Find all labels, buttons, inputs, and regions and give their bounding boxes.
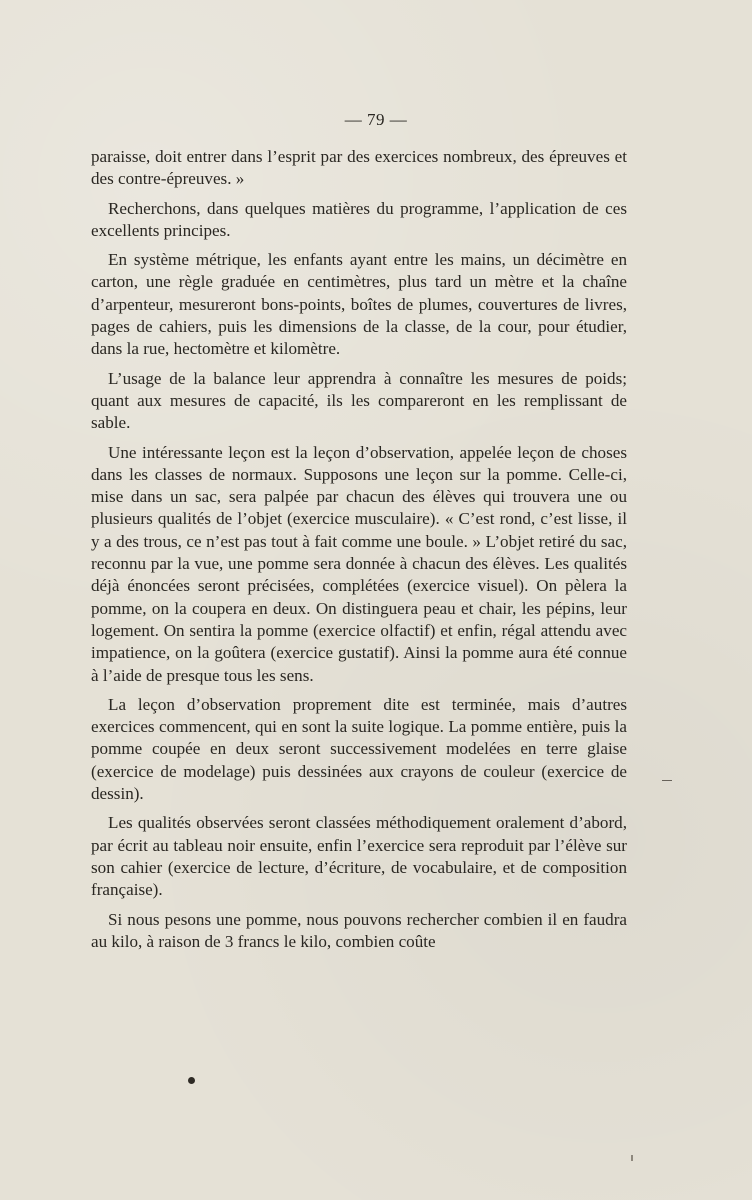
- paper-mark: [631, 1155, 633, 1161]
- paragraph-6: La leçon d’observation proprement dite est terminée, mais d’autres exercices commencent, qui en sont la suite logique. La pomme entière, puis la pomme coupée en deux seront successivement modelées en terre glaise (exercice de modelage) puis dessinées aux crayons de couleur (exercice de dessin).: [91, 694, 627, 804]
- page-number: — 79 —: [344, 110, 408, 129]
- paragraph-5: Une intéressante leçon est la leçon d’observation, appelée leçon de choses dans les classes de normaux. Supposons une leçon sur la pomme. Celle-ci, mise dans un sac, sera palpée par chacun des élèves qui trouvera une ou plusieurs qualités de l’objet (exercice musculaire). « C’est rond, c’est lisse, il y a des trous, ce n’est pas tout à fait comme une boule. » L’objet retiré du sac, reconnu par la vue, une pomme sera donnée à chacun des élèves. Les qualités déjà énoncées seront précisées, complétées (exercice visuel). On pèlera la pomme, on la coupera en deux. On distinguera peau et chair, les pépins, leur logement. On sentira la pomme (exercice olfactif) et enfin, régal attendu avec impatience, on la goûtera (exercice gustatif). Ainsi la pomme aura été connue à l’aide de presque tous les sens.: [91, 442, 627, 685]
- paragraph-7: Les qualités observées seront classées méthodiquement oralement d’abord, par écrit au tableau noir ensuite, enfin l’exercice sera reproduit par l’élève sur son cahier (exercice de lecture, d’écriture, de vocabulaire, et de composition française).: [91, 813, 627, 900]
- paragraph-3: En système métrique, les enfants ayant entre les mains, un décimètre en carton, une règle graduée en centimètres, plus tard un mètre et la chaîne d’arpenteur, mesureront bons-points, boîtes de plumes, couvertures de livres, pages de cahiers, puis les dimensions de la classe, de la cour, pour étudier, dans la rue, hectomètre et kilomètre.: [91, 250, 627, 359]
- margin-mark: [662, 780, 672, 781]
- paragraph-2: Recherchons, dans quelques matières du programme, l’application de ces excellents principes.: [91, 198, 627, 240]
- page-text: [91, 146, 627, 960]
- paragraph-1: paraisse, doit entrer dans l’esprit par des exercices nombreux, des épreuves et des contre-épreuves. »: [91, 147, 627, 189]
- ink-dot: [188, 1077, 195, 1084]
- paragraph-8: Si nous pesons une pomme, nous pouvons rechercher combien il en faudra au kilo, à raison de 3 francs le kilo, combien coûte: [91, 909, 627, 951]
- paragraph-4: L’usage de la balance leur apprendra à connaître les mesures de poids; quant aux mesures de capacité, ils les compareront en les remplissant de sable.: [91, 368, 627, 433]
